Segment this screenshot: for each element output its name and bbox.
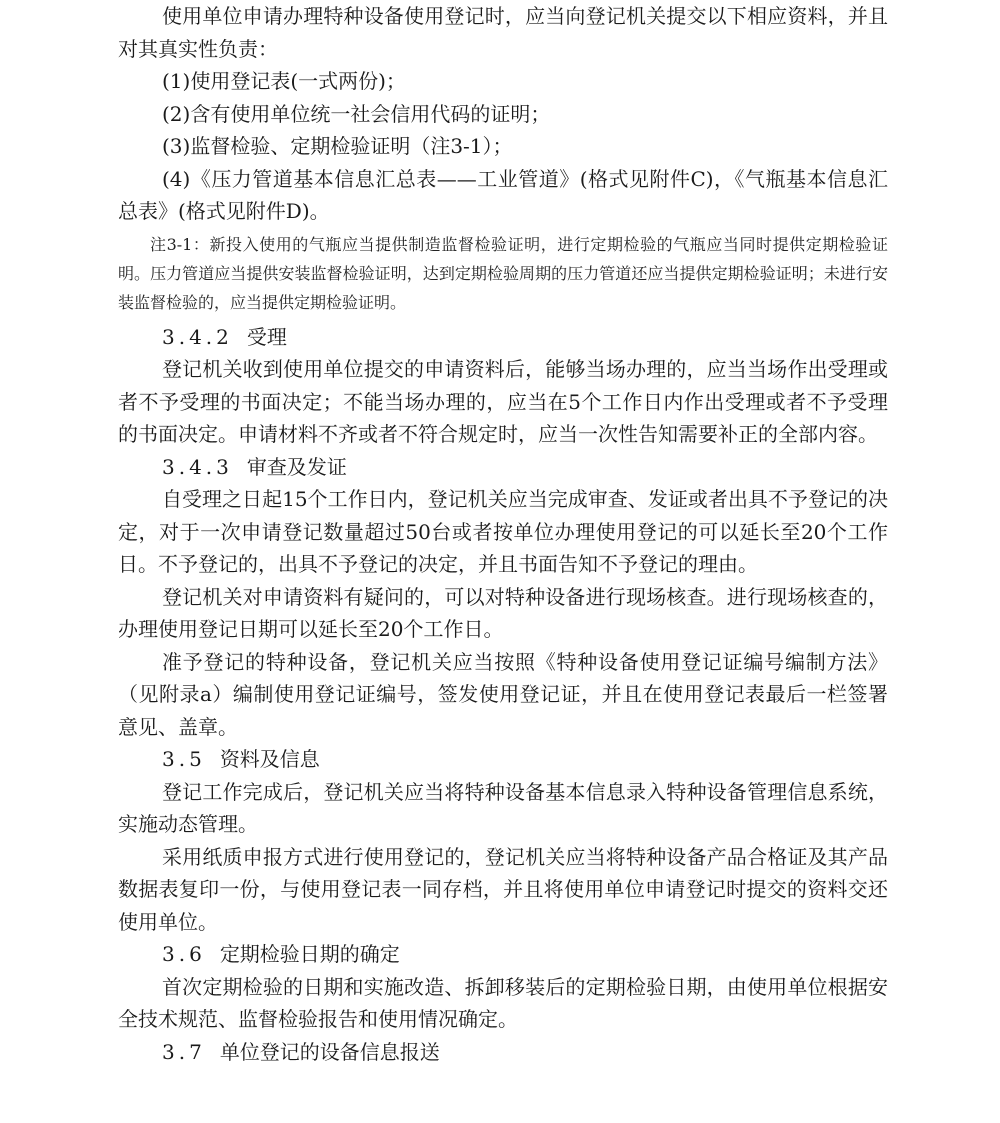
paragraph: 登记机关对申请资料有疑问的，可以对特种设备进行现场核查。进行现场核查的，办理使用登记日期可以延长至20个工作日。 bbox=[118, 584, 888, 641]
section-title: 资料及信息 bbox=[219, 747, 320, 771]
list-item-4: (4)《压力管道基本信息汇总表——工业管道》(格式见附件C)，《气瓶基本信息汇总表》(格式见附件D)。 bbox=[118, 166, 888, 223]
paragraph: 准予登记的特种设备，登记机关应当按照《特种设备使用登记证编号编制方法》（见附录a）编制使用登记证编号，签发使用登记证，并且在使用登记表最后一栏签署意见、盖章。 bbox=[118, 649, 888, 739]
intro-paragraph: 使用单位申请办理特种设备使用登记时，应当向登记机关提交以下相应资料，并且对其真实性负责： bbox=[118, 4, 888, 61]
paragraph: 自受理之日起15个工作日内，登记机关应当完成审查、发证或者出具不予登记的决定，对于一次申请登记数量超过50台或者按单位办理使用登记的可以延长至20个工作日。不予登记的，出具不予登记的决定，并且书面告知不予登记的理由。 bbox=[118, 487, 888, 576]
section-number: 3.6 bbox=[162, 942, 206, 966]
section-title: 受理 bbox=[246, 324, 287, 349]
paragraph: 登记工作完成后，登记机关应当将特种设备基本信息录入特种设备管理信息系统，实施动态管理。 bbox=[118, 779, 888, 836]
section-number: 3.4.3 bbox=[162, 454, 233, 479]
footnote-3-1: 注3-1：新投入使用的气瓶应当提供制造监督检验证明，进行定期检验的气瓶应当同时提供定期检验证明。压力管道应当提供安装监督检验证明，达到定期检验周期的压力管道还应当提供定期检验证明；未进行安装监督检验的，应当提供定期检验证明。 bbox=[118, 234, 888, 312]
list-item-3: (3)监督检验、定期检验证明（注3-1）； bbox=[162, 134, 513, 158]
paragraph: 采用纸质申报方式进行使用登记的，登记机关应当将特种设备产品合格证及其产品数据表复印一份，与使用登记表一同存档，并且将使用单位申请登记时提交的资料交还使用单位。 bbox=[118, 844, 888, 934]
paragraph: 首次定期检验的日期和实施改造、拆卸移装后的定期检验日期，由使用单位根据安全技术规范、监督检验报告和使用情况确定。 bbox=[118, 974, 888, 1031]
paragraph: 登记机关收到使用单位提交的申请资料后，能够当场办理的，应当当场作出受理或者不予受理的书面决定；不能当场办理的，应当在5个工作日内作出受理或者不予受理的书面决定。申请材料不齐或者不符合规定时，应当一次性告知需要补正的全部内容。 bbox=[118, 357, 888, 446]
section-number: 3.5 bbox=[162, 747, 206, 771]
section-number: 3.7 bbox=[162, 1039, 206, 1064]
section-heading-3-7 bbox=[118, 1036, 888, 1069]
document-page bbox=[118, 0, 888, 1068]
section-title: 定期检验日期的确定 bbox=[219, 942, 400, 966]
section-number: 3.4.2 bbox=[162, 324, 233, 349]
section-heading-3-6 bbox=[118, 938, 888, 971]
section-heading-3-4-2 bbox=[118, 321, 888, 354]
list-item-1: (1)使用登记表(一式两份)； bbox=[162, 69, 406, 93]
section-title: 审查及发证 bbox=[246, 454, 347, 479]
list-item-2: (2)含有使用单位统一社会信用代码的证明； bbox=[162, 101, 551, 126]
section-heading-3-5 bbox=[118, 743, 888, 776]
section-heading-3-4-3 bbox=[118, 451, 888, 484]
section-title: 单位登记的设备信息报送 bbox=[219, 1039, 440, 1064]
